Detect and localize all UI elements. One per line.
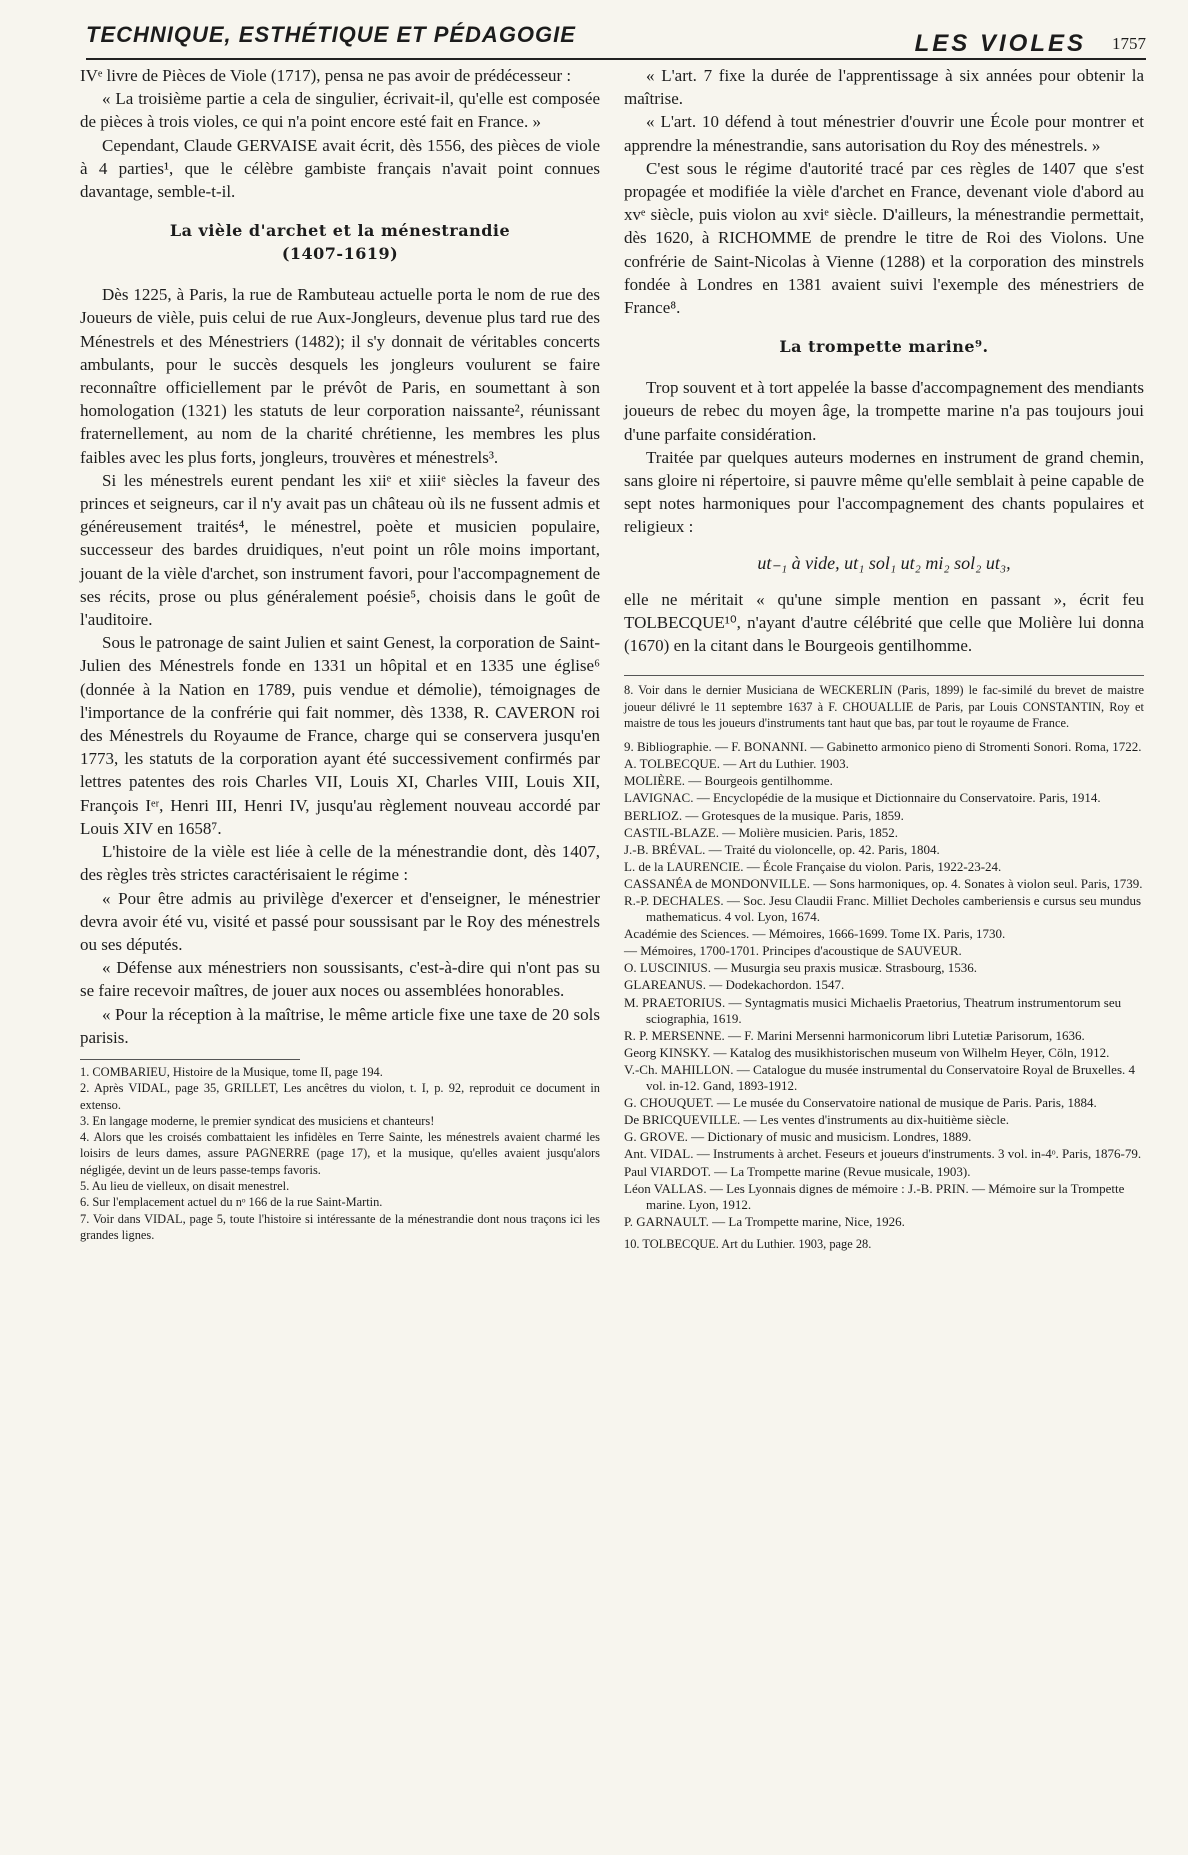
header-section-title: TECHNIQUE, ESTHÉTIQUE ET PÉDAGOGIE bbox=[86, 22, 576, 47]
bibliography-entry: BERLIOZ. — Grotesques de la musique. Paris, 1859. bbox=[624, 807, 904, 823]
bibliography-entry: O. LUSCINIUS. — Musurgia seu praxis musicæ. Strasbourg, 1536. bbox=[624, 960, 978, 976]
footnote-rule bbox=[80, 1059, 300, 1060]
footnote: 7. Voir dans VIDAL, page 5, toute l'histoire si intéressante de la ménestrandie dont nous traçons ici les grandes lignes. bbox=[80, 1211, 600, 1242]
footnote: 8. Voir dans le dernier Musiciana de WECKERLIN (Paris, 1899) le fac-similé du brevet de maistre joueur délivré le 11 septembre 1637 à F. CHOUALLIE de Paris, par Louis CONSTANTIN, Roy et maistre de tous les joueurs d'instruments tant haut que bas, par tout le royaume de France. bbox=[624, 683, 1144, 730]
bibliography-entry: GLAREANUS. — Dodekachordon. 1547. bbox=[624, 977, 845, 993]
bibliography-entry: M. PRAETORIUS. — Syntagmatis musici Michaelis Praetorius, Theatrum instrumentorum seu sciographia, 1619. bbox=[624, 994, 1122, 1026]
paragraph: « Défense aux ménestriers non soussisants, c'est-à-dire qui n'ont pas su se faire recevoir maîtres, de jouer aux noces ou assemblées honorables. bbox=[80, 958, 600, 1001]
section-heading bbox=[80, 219, 600, 265]
bibliography-entry: Ant. VIDAL. — Instruments à archet. Feseurs et joueurs d'instruments. 3 vol. in-4ᵒ. Paris, 1876-79. bbox=[624, 1146, 1142, 1162]
paragraph: Trop souvent et à tort appelée la basse d'accompagnement des mendiants joueurs de rebec du moyen âge, la trompette marine n'a pas toujours joui d'une parfaite considération. bbox=[624, 378, 1144, 444]
left-column bbox=[80, 64, 600, 1243]
paragraph: L'histoire de la vièle est liée à celle de la ménestrandie dont, dès 1407, des règles très strictes caractérisaient le régime : bbox=[80, 842, 600, 885]
footnote: 10. TOLBECQUE. Art du Luthier. 1903, page 28. bbox=[624, 1236, 872, 1251]
bibliography-entry: R. P. MERSENNE. — F. Marini Mersenni harmonicorum libri Lutetiæ Parisorum, 1636. bbox=[624, 1027, 1085, 1043]
bibliography-entry: — Mémoires, 1700-1701. Principes d'acoustique de SAUVEUR. bbox=[624, 943, 962, 959]
bibliography-entry: Léon VALLAS. — Les Lyonnais dignes de mémoire : J.-B. PRIN. — Mémoire sur la Trompette marine. Lyon, 1912. bbox=[624, 1180, 1125, 1212]
bibliography-entry: G. CHOUQUET. — Le musée du Conservatoire national de musique de Paris. Paris, 1884. bbox=[624, 1095, 1097, 1111]
footnotes bbox=[624, 675, 1144, 1252]
paragraph: elle ne méritait « qu'une simple mention en passant », écrit feu TOLBECQUE¹⁰, n'ayant d'autre célébrité que celle que Molière lui donna (1670) en la citant dans le Bourgeois gentilhomme. bbox=[624, 589, 1144, 656]
paragraph: Traitée par quelques auteurs modernes en instrument de grand chemin, sans gloire ni répertoire, si pauvre même qu'elle semblait à peine capable de sept notes harmoniques pour l'accompagnement des chants populaires et religieux : bbox=[624, 447, 1144, 537]
footnote: 2. Après VIDAL, page 35, GRILLET, Les ancêtres du violon, t. I, p. 92, reproduit ce document in extenso. bbox=[80, 1081, 600, 1112]
paragraph: Cependant, Claude GERVAISE avait écrit, dès 1556, des pièces de viole à 4 parties¹, que le célèbre gambiste français n'avait point connues davantage, semble-t-il. bbox=[80, 135, 600, 202]
bibliography-entry: P. GARNAULT. — La Trompette marine, Nice, 1926. bbox=[624, 1213, 905, 1229]
footnote: 3. En langage moderne, le premier syndicat des musiciens et chanteurs! bbox=[80, 1113, 435, 1128]
harmonic-notes-formula: ut₋₁ à vide, ut₁ sol₁ ut₂ mi₂ sol₂ ut₃, bbox=[757, 552, 1011, 573]
bibliography-entry: De BRICQUEVILLE. — Les ventes d'instruments au dix-huitième siècle. bbox=[624, 1112, 1010, 1128]
footnotes bbox=[80, 1064, 600, 1243]
paragraph: « Pour être admis au privilège d'exercer et d'enseigner, le ménestrier devra avoir été vu, visité et passé pour soussisant par le Roy des ménestrels ou ses députés. bbox=[80, 888, 600, 954]
paragraph: Sous le patronage de saint Julien et saint Genest, la corporation de Saint-Julien des Ménestrels fonde en 1331 un hôpital et en 1335 une église⁶ (donnée à la Nation en 1789, puis vendue et démolie), témoignages de l'importance de la confrérie qui fait nommer, dès 1338, R. CAVERON roi des Ménestrels du Royaume de France, charge qui se conservera jusqu'en 1773, les statuts de la corporation ayant été successivement confirmés par lettres patentes des rois Charles VII, Louis XI, Charles VIII, Louis XII, François Iᵉʳ, Henri III, Henri IV, jusqu'au règlement nouveau accordé par Louis XIV en 1658⁷. bbox=[80, 633, 600, 838]
bibliography-entry: A. TOLBECQUE. — Art du Luthier. 1903. bbox=[624, 756, 849, 772]
footnote: 6. Sur l'emplacement actuel du nᵒ 166 de la rue Saint-Martin. bbox=[80, 1195, 383, 1210]
bibliography-entry: Paul VIARDOT. — La Trompette marine (Revue musicale, 1903). bbox=[624, 1163, 971, 1179]
paragraph: Si les ménestrels eurent pendant les xiiᵉ et xiiiᵉ siècles la faveur des princes et seigneurs, car il n'y avait pas un château où ils ne fussent admis et généreusement traités⁴, le ménestrel, poète et musicien populaire, successeur des bardes druidiques, n'eut point un rôle moins important, jouant de la vièle d'archet, son instrument favori, pour l'accompagnement de ses récits, prose ou plus généralement poésie⁵, choisis dans le goût de l'auditoire. bbox=[80, 470, 600, 630]
bibliography-entry: CASSANÉA de MONDONVILLE. — Sons harmoniques, op. 4. Sonates à violon seul. Paris, 1739. bbox=[624, 875, 1143, 891]
paragraph: IVᵉ livre de Pièces de Viole (1717), pensa ne pas avoir de prédécesseur : bbox=[80, 66, 572, 85]
bibliography-entry: V.-Ch. MAHILLON. — Catalogue du musée instrumental du Conservatoire Royal de Bruxelles. 4 vol. in-12. Gand, 1893-1912. bbox=[624, 1061, 1136, 1094]
bibliography-entry: 9. Bibliographie. — F. BONANNI. — Gabinetto armonico pieno di Stromenti Sonori. Roma, 1722. bbox=[624, 739, 1142, 755]
section-title: La trompette marine⁹. bbox=[779, 337, 989, 357]
bibliography-entry: CASTIL-BLAZE. — Molière musicien. Paris, 1852. bbox=[624, 824, 899, 840]
bibliography-entry: G. GROVE. — Dictionary of music and musicism. Londres, 1889. bbox=[624, 1129, 972, 1145]
paragraph: « L'art. 10 défend à tout ménestrier d'ouvrir une École pour montrer et apprendre la ménestrandie, sans autorisation du Roy des ménestrels. » bbox=[624, 112, 1144, 155]
header-chapter-title: LES VIOLES bbox=[914, 30, 1086, 57]
bibliography-entry: LAVIGNAC. — Encyclopédie de la musique et Dictionnaire du Conservatoire. Paris, 1914. bbox=[624, 790, 1101, 806]
footnote: 4. Alors que les croisés combattaient les infidèles en Terre Sainte, les ménestrels avaient charmé les loisirs de leurs dames, assure PAGNERRE (page 17), et la musique, qu'elles avaient jusqu'alors négligée, devint un de leurs passe-temps favoris. bbox=[80, 1130, 600, 1177]
right-column bbox=[624, 64, 1144, 1252]
bibliography-entry: L. de la LAURENCIE. — École Française du violon. Paris, 1922-23-24. bbox=[624, 858, 1002, 874]
section-dates: (1407-1619) bbox=[281, 244, 399, 264]
bibliography-entry: MOLIÈRE. — Bourgeois gentilhomme. bbox=[624, 773, 833, 789]
paragraph: C'est sous le régime d'autorité tracé par ces règles de 1407 que s'est propagée et modifiée la vièle d'archet en France, devenant viole d'abord au xvᵉ siècle, puis violon au xviᵉ siècle. D'ailleurs, la ménestrandie permettait, dès 1620, à RICHOMME de prendre le titre de Roi des Violons. Une confrérie de Saint-Nicolas à Vienne (1288) et la corporation des minstrels fondée à Londres en 1381 avaient suivi l'exemple des ménestriers de France⁸. bbox=[624, 158, 1144, 318]
footnote: 1. COMBARIEU, Histoire de la Musique, tome II, page 194. bbox=[80, 1064, 383, 1079]
page-number: 1757 bbox=[1112, 34, 1146, 53]
section-heading bbox=[624, 335, 1144, 358]
bibliography-entry: J.-B. BRÉVAL. — Traité du violoncelle, op. 42. Paris, 1804. bbox=[624, 841, 940, 857]
paragraph: « Pour la réception à la maîtrise, le même article fixe une taxe de 20 sols parisis. bbox=[80, 1004, 600, 1047]
bibliography-entry: Georg KINSKY. — Katalog des musikhistorischen museum von Wilhelm Heyer, Cöln, 1912. bbox=[624, 1044, 1110, 1060]
bibliography-entry: R.-P. DECHALES. — Soc. Jesu Claudii Franc. Milliet Decholes camberiensis e cursus seu mundus mathematicus. 4 vol. Lyon, 1674. bbox=[624, 893, 1142, 925]
bibliography-entry: Académie des Sciences. — Mémoires, 1666-1699. Tome IX. Paris, 1730. bbox=[624, 926, 1006, 942]
footnote: 5. Au lieu de vielleux, on disait menestrel. bbox=[80, 1179, 290, 1193]
running-header bbox=[86, 22, 1146, 60]
paragraph: Dès 1225, à Paris, la rue de Rambuteau actuelle porta le nom de rue des Joueurs de vièle, puis celui de rue Aux-Jongleurs, devenue plus tard rue des Ménestrels et des Ménestriers (1482); il s'y donnait de véritables concerts ambulants, pour le succès desquels les jongleurs voulurent se faire reconnaître officiellement par le prévôt de Paris, en soumettant à son homologation (1321) les statuts de leur corporation naissante², réunissant fraternellement, au nom de la charité chrétienne, les membres les plus faibles avec les plus forts, jongleurs, trouvères et ménestrels³. bbox=[80, 285, 600, 467]
section-title: La vièle d'archet et la ménestrandie bbox=[169, 221, 511, 241]
paragraph: « L'art. 7 fixe la durée de l'apprentissage à six années pour obtenir la maîtrise. bbox=[624, 66, 1144, 109]
paragraph: « La troisième partie a cela de singulier, écrivait-il, qu'elle est composée de pièces à trois violes, ce qui n'a point encore esté fait en France. » bbox=[80, 89, 600, 132]
bibliography bbox=[624, 739, 1144, 1230]
